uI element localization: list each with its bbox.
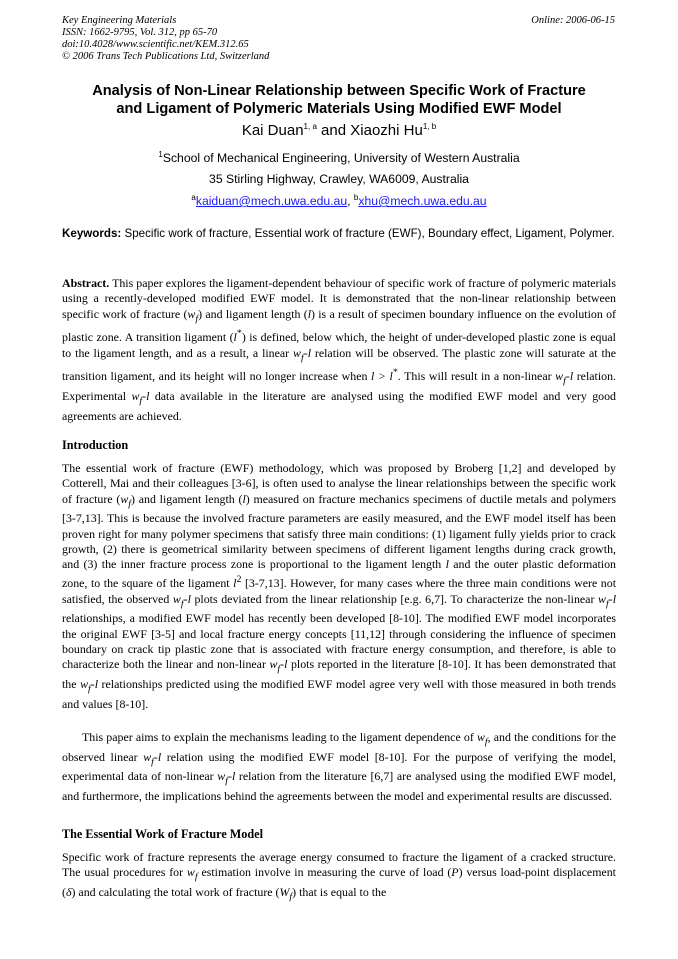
abstract-text: ) and ligament length ( <box>198 306 308 321</box>
symbol: P <box>451 865 459 880</box>
body-text: relation using the modified EWF model [8-10]. For the purpose of verifying the model, experimental data of non-linear <box>62 749 617 784</box>
abstract-text: This paper explores the ligament-dependent behaviour of specific work of fracture of polymeric materials using a recently-developed modified EWF model. It is demonstrated that the non-linear relationship between specific work of fracture ( <box>62 276 616 321</box>
symbol: -l <box>90 676 99 691</box>
abstract-text: . This will result in a non-linear <box>397 369 556 384</box>
symbol: -l <box>608 591 616 606</box>
affiliation-address: 35 Stirling Highway, Crawley, WA6009, Australia <box>209 172 469 186</box>
symbol: w <box>269 657 278 672</box>
abstract-text: ) is defined, below which, the height of under-developed plastic zone is equal to the ligament length, and as a result, a linear <box>62 330 616 360</box>
symbol-sub: f <box>128 497 132 509</box>
abstract-text: data available in the literature are analysed using the modified EWF model and very good agreements are achieved. <box>62 388 616 423</box>
symbol: l <box>233 330 237 345</box>
email-sep: , <box>347 194 354 209</box>
keywords-text: Specific work of fracture, Essential work of fracture (EWF), Boundary effect, Ligament, Polymer. <box>121 227 615 240</box>
school-name: School of Mechanical Engineering, University of Western Australia <box>162 151 520 166</box>
journal-name: Key Engineering Materials <box>62 15 177 26</box>
online-date: Online: 2006-06-15 <box>531 15 615 26</box>
keywords <box>62 226 616 241</box>
body-text: , and the conditions for the observed linear <box>62 730 616 764</box>
symbol: -l <box>142 388 150 403</box>
symbol-sub: f <box>180 598 184 610</box>
symbol: w <box>120 491 129 506</box>
body-text: [3-7,13]. However, for many cases where the three main conditions were not satisfied, the observed <box>62 576 616 606</box>
affiliation-sup: 1 <box>158 150 163 159</box>
author-1: Kai Duan <box>241 122 304 139</box>
copyright-line: © 2006 Trans Tech Publications Ltd, Switzerland <box>62 51 270 62</box>
symbol: w <box>143 749 152 764</box>
intro-paragraph-2 <box>62 730 616 804</box>
body-text: ) measured on fracture mechanics specimens of ductile metals and polymers [3-7,13]. This is because the involved fracture parameters are easily measured, and the EWF model itself has been proven right for many polymer specimens that satisfy three main conditions: (1) ligament fully yields prior to crack growth, (2) there is geometrical similarity between specimens of different ligament lengths during crack growth, and (3) the inner fracture process zone is proportional to the ligament length <box>62 491 617 572</box>
body-text: ) and ligament length ( <box>131 491 243 506</box>
body-text: estimation involve in measuring the curve of load ( <box>197 865 452 880</box>
symbol: w <box>293 345 301 360</box>
title-line-1: Analysis of Non-Linear Relationship between Specific Work of Fracture <box>92 83 586 99</box>
ewf-paragraph <box>62 850 616 905</box>
symbol: w <box>172 591 181 606</box>
symbol: W <box>279 884 290 899</box>
body-text: plots deviated from the linear relationship [e.g. 6,7]. To characterize the non-linear <box>190 591 599 606</box>
symbol-sub: f <box>88 683 91 695</box>
symbol: l <box>233 576 237 591</box>
email-link-a[interactable]: kaiduan@mech.uwa.edu.au <box>195 194 348 209</box>
body-text: ) and calculating the total work of fracture ( <box>71 884 280 899</box>
symbol: -l <box>228 769 236 784</box>
symbol-sup: 2 <box>236 574 242 586</box>
symbol-sub: f <box>225 775 228 787</box>
body-text: Specific work of fracture represents the average energy consumed to fracture the ligament of a cracked structure. The usual procedures for <box>62 850 616 880</box>
body-text: relation from the literature [6,7] are analysed using the modified EWF model, and furthermore, the implications behind the agreements between the model and experimental results are discussed. <box>62 769 616 804</box>
body-text: and the outer plastic deformation zone, to the square of the ligament <box>62 557 616 591</box>
abstract-text: relation will be observed. The plastic zone will saturate at the transition ligament, and its height will no longer increase when <box>62 345 617 384</box>
email-b-sup: b <box>353 193 359 202</box>
body-text: This paper aims to explain the mechanisms leading to the ligament dependence of <box>82 730 477 744</box>
abstract-text: ) is a result of specimen boundary influence on the evolution of plastic zone. A transition ligament ( <box>62 306 616 345</box>
abstract-text: relation. Experimental <box>62 369 617 403</box>
paper-title <box>40 82 638 118</box>
section-heading-introduction: Introduction <box>62 438 129 452</box>
affiliation-school <box>40 150 638 165</box>
abstract <box>62 276 616 424</box>
title-line-2: and Ligament of Polymeric Materials Using Modified EWF Model <box>116 101 562 117</box>
journal-header <box>62 15 269 63</box>
symbol: -l <box>565 369 574 384</box>
symbol: l <box>307 306 311 321</box>
symbol: l <box>242 491 246 506</box>
symbol-sup: * <box>236 328 242 340</box>
symbol: w <box>476 730 485 744</box>
body-text: ) that is equal to the <box>292 884 387 899</box>
email-a-sup: a <box>191 193 196 202</box>
symbol: -l <box>280 657 288 672</box>
keywords-label: Keywords: <box>62 227 122 240</box>
symbol-sup: * <box>392 367 398 379</box>
symbol-sub: f <box>300 351 304 363</box>
author-2-sup: 1, b <box>422 122 437 131</box>
symbol-sub: f <box>289 891 293 903</box>
symbol: l > l <box>371 369 393 384</box>
author-1-sup: 1, a <box>303 122 317 131</box>
symbol-sub: f <box>277 663 281 675</box>
intro-paragraph-1 <box>62 461 616 712</box>
author-list <box>40 122 638 139</box>
symbol: w <box>131 388 140 403</box>
body-text: ) versus load-point displacement ( <box>62 865 616 899</box>
email-link-b[interactable]: xhu@mech.uwa.edu.au <box>358 194 487 209</box>
symbol-sub: f <box>195 312 199 324</box>
body-text: The essential work of fracture (EWF) methodology, which was proposed by Broberg [1,2] and developed by Cotterell, Mai and their colleagues [3-6], is often used to analyse the linear relationships between the specific work of fracture ( <box>62 461 616 506</box>
body-text: relationships, a modified EWF model has recently been developed [8-10]. The modified EWF model incorporates the original EWF [3-5] and local fracture energy concepts [11,12] through considering the influence of specimen boundary on crack tip plastic zone that is associated with fracture energy consumption, and therefore, is able to characterize both the linear and non-linear <box>62 611 616 672</box>
symbol-sub: f <box>194 871 198 883</box>
symbol: -l <box>183 591 191 606</box>
section-heading-ewf: The Essential Work of Fracture Model <box>62 827 263 841</box>
symbol: w <box>555 369 564 384</box>
author-sep: and <box>316 122 351 139</box>
symbol: δ <box>65 884 72 899</box>
email-line <box>40 193 638 208</box>
author-2: Xiaozhi Hu <box>350 122 423 139</box>
doi-line: doi:10.4028/www.scientific.net/KEM.312.65 <box>62 39 249 50</box>
symbol: w <box>186 865 195 880</box>
symbol: -l <box>303 345 311 360</box>
issn-line: ISSN: 1662-9795, Vol. 312, pp 65-70 <box>62 27 218 38</box>
symbol-sub: f <box>605 598 609 610</box>
symbol: -l <box>153 749 162 764</box>
symbol-sub: f <box>484 736 488 748</box>
abstract-label: Abstract. <box>62 276 110 290</box>
symbol: w <box>187 306 196 321</box>
symbol: w <box>217 769 226 784</box>
symbol-sub: f <box>151 756 154 768</box>
symbol-sub: f <box>563 375 566 387</box>
body-text: plots reported in the literature [8-10]. It has been demonstrated that the <box>62 657 616 691</box>
symbol: l <box>445 557 449 572</box>
symbol-sub: f <box>139 395 143 407</box>
body-text: relationships predicted using the modified EWF model agree very well with those measured in both trends and values [8-10]. <box>62 676 617 711</box>
symbol: w <box>80 676 88 691</box>
symbol: w <box>598 591 606 606</box>
